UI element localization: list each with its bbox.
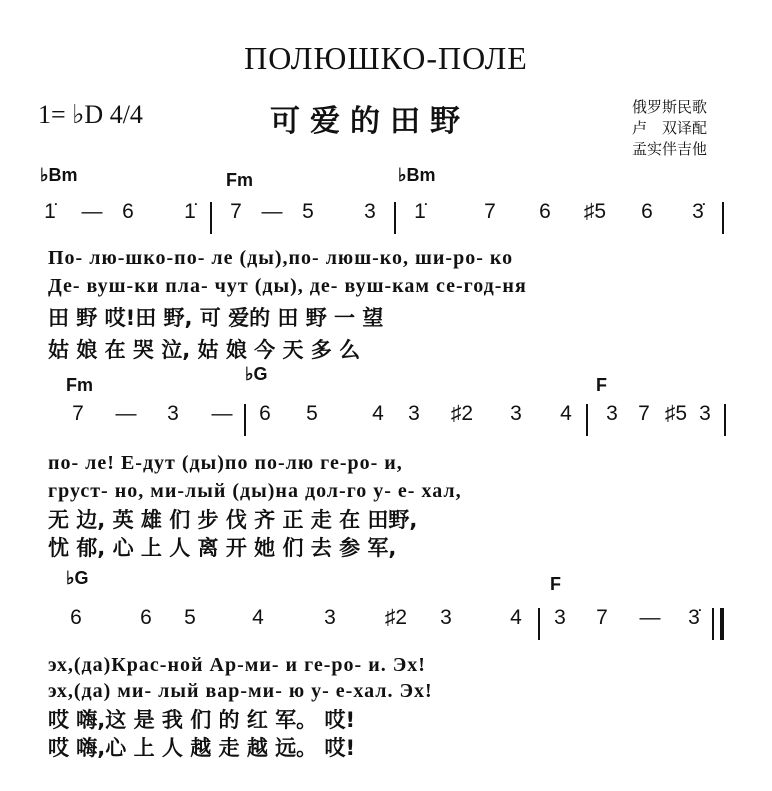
note: 3 [167, 402, 179, 425]
chord-s1-1: ♭Bm [40, 165, 78, 185]
note: 4 [252, 606, 264, 629]
chord-s2-1: Fm [66, 375, 93, 395]
note: 7 [72, 402, 84, 425]
chord-s2-3: F [596, 375, 607, 395]
credit-origin: 俄罗斯民歌 [632, 98, 708, 116]
note: 7 [596, 606, 608, 629]
note: 5 [184, 606, 196, 629]
lyric-line: груст- но, ми-лый (ды)на дол-го у- е- хал, [48, 480, 462, 502]
note: 1̇ [414, 200, 426, 223]
notes-row-1 [0, 200, 772, 240]
lyric-line-chinese: 哎 嗨,这 是 我 们 的 红 军。 哎! [48, 708, 356, 732]
note: — [639, 606, 661, 629]
note: 7 [230, 200, 242, 223]
lyric-line: Де- вуш-ки пла- чут (ды), де- вуш-кам се-год-ня [48, 275, 527, 297]
lyric-line-chinese: 忧 郁, 心 上 人 离 开 她 们 去 参 军, [48, 536, 397, 560]
note: — [261, 200, 283, 223]
note: 3 [408, 402, 420, 425]
note: — [81, 200, 103, 223]
note: 3 [699, 402, 711, 425]
chord-s1-2: Fm [226, 170, 253, 190]
credit-guitar: 孟实伴吉他 [632, 140, 708, 158]
note: 4 [560, 402, 572, 425]
note: 3̇ [688, 606, 700, 629]
note: 1̇ [184, 200, 196, 223]
note: 3 [324, 606, 336, 629]
note: 7 [638, 402, 650, 425]
bar-line [538, 608, 540, 640]
note: 4 [372, 402, 384, 425]
note: 3 [606, 402, 618, 425]
notes-row-2 [0, 402, 772, 442]
bar-line [394, 202, 396, 234]
note: ♯2 [384, 606, 408, 629]
note: 6 [539, 200, 551, 223]
key-signature: 1= ♭D 4/4 [38, 100, 143, 129]
chord-s2-2: ♭G [245, 364, 268, 384]
note: 6 [259, 402, 271, 425]
credit-translator: 卢 双译配 [632, 119, 708, 137]
note: 5 [306, 402, 318, 425]
lyric-line: по- ле! Е-дут (ды)по по-лю ге-ро- и, [48, 452, 403, 474]
song-title-russian: ПОЛЮШКО-ПОЛЕ [244, 40, 528, 76]
lyric-line: эх,(да) ми- лый вар-ми- ю у- е-хал. Эх! [48, 680, 433, 702]
note: 3̇ [692, 200, 704, 223]
note: 6 [70, 606, 82, 629]
lyric-line: эх,(да)Крас-ной Ар-ми- и ге-ро- и. Эх! [48, 654, 426, 676]
bar-line [712, 608, 714, 640]
notes-row-3 [0, 606, 772, 646]
note: 1̇ [44, 200, 56, 223]
note: 3 [554, 606, 566, 629]
lyric-line-chinese: 无 边, 英 雄 们 步 伐 齐 正 走 在 田野, [48, 508, 418, 532]
lyric-line: По- лю-шко-по- ле (ды),по- люш-ко, ши-ро- ко [48, 247, 514, 269]
note: 6 [641, 200, 653, 223]
note: 7 [484, 200, 496, 223]
chord-s3-2: F [550, 574, 561, 594]
final-bar-line [720, 608, 724, 640]
note: 6 [122, 200, 134, 223]
note: ♯2 [450, 402, 474, 425]
note: 3 [440, 606, 452, 629]
bar-line [210, 202, 212, 234]
chord-s1-3: ♭Bm [398, 165, 436, 185]
note: — [211, 402, 233, 425]
chord-s3-1: ♭G [66, 568, 89, 588]
note: 4 [510, 606, 522, 629]
note: 5 [302, 200, 314, 223]
bar-line [244, 404, 246, 436]
lyric-line-chinese: 哎 嗨,心 上 人 越 走 越 远。 哎! [48, 736, 356, 760]
bar-line [724, 404, 726, 436]
song-title-chinese: 可爱的田野 [270, 104, 470, 139]
bar-line [586, 404, 588, 436]
note: — [115, 402, 137, 425]
note: ♯5 [664, 402, 688, 425]
bar-line [722, 202, 724, 234]
note: 6 [140, 606, 152, 629]
lyric-line-chinese: 田 野 哎!田 野, 可 爱的 田 野 一 望 [48, 306, 384, 330]
note: 3 [510, 402, 522, 425]
note: 3 [364, 200, 376, 223]
note: ♯5 [583, 200, 607, 223]
lyric-line-chinese: 姑 娘 在 哭 泣, 姑 娘 今 天 多 么 [48, 338, 361, 362]
